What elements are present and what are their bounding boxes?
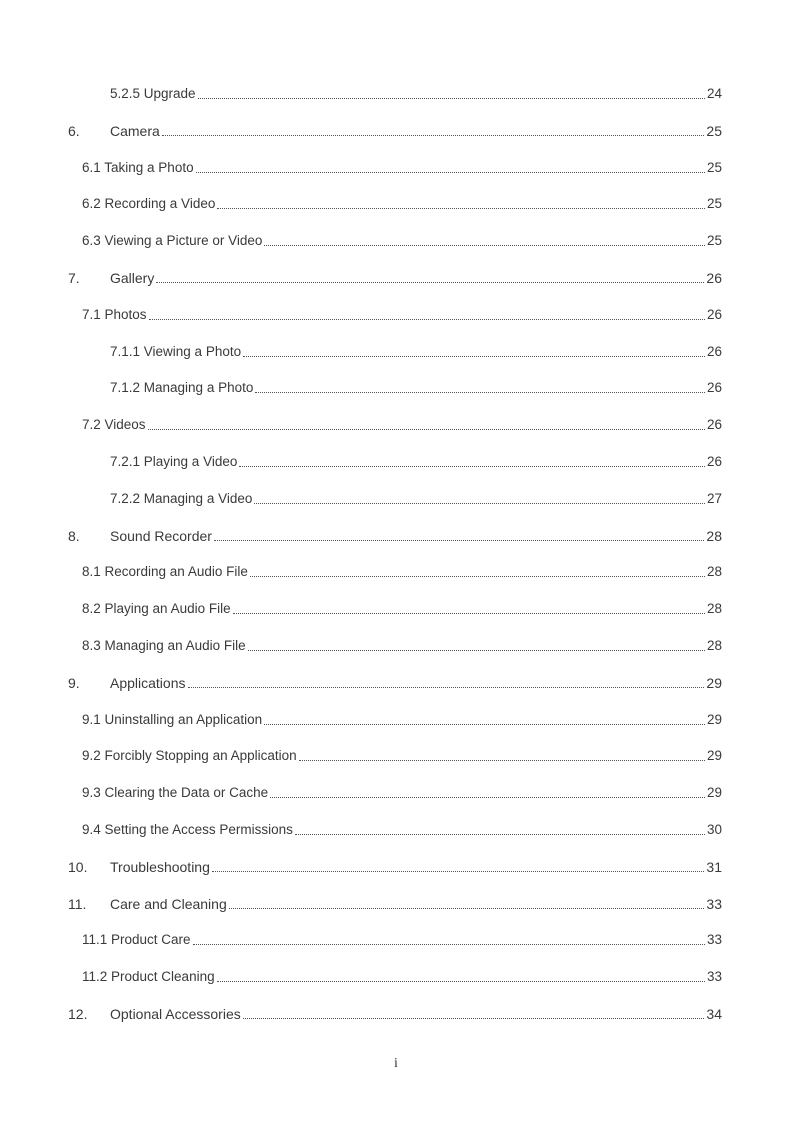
toc-entry-title: Optional Accessories: [110, 1006, 241, 1022]
toc-entry-page: 26: [706, 417, 722, 433]
toc-entry[interactable]: [82, 710, 722, 730]
toc-entry[interactable]: [68, 894, 722, 914]
toc-entry-title: 8.3 Managing an Audio File: [82, 638, 246, 653]
toc-entry-title: Applications: [110, 674, 186, 691]
dot-leader: [264, 723, 705, 725]
toc-entry-title: 8.1 Recording an Audio File: [82, 564, 248, 580]
toc-entry-title: Gallery: [110, 270, 155, 286]
toc-entry-page: 25: [706, 233, 722, 249]
toc-entry-title: 7.1.2 Managing a Photo: [110, 380, 254, 396]
toc-entry-page: 28: [706, 638, 722, 653]
dot-leader: [217, 207, 705, 209]
dot-leader: [198, 97, 705, 99]
dot-leader: [233, 612, 705, 614]
toc-entry-page: 29: [706, 674, 722, 691]
toc-entry-title: 8.2 Playing an Audio File: [82, 601, 231, 617]
toc-entry-title: 6.1 Taking a Photo: [82, 159, 194, 175]
toc-entry-page: 26: [706, 343, 722, 359]
toc-entry-page: 25: [706, 159, 722, 175]
toc-entry-page: 33: [706, 895, 722, 912]
toc-entry-title: 6.2 Recording a Video: [82, 196, 216, 212]
toc-entry[interactable]: [82, 599, 722, 619]
toc-entry-title: Sound Recorder: [110, 527, 212, 544]
toc-entry-page: 30: [706, 822, 722, 837]
toc-entry-title: 7.1 Photos: [82, 306, 147, 322]
dot-leader: [162, 134, 705, 136]
toc-entry-page: 26: [706, 380, 722, 396]
dot-leader: [255, 391, 705, 393]
dot-leader: [229, 907, 705, 909]
toc-entry-title: Camera: [110, 122, 160, 139]
toc-entry[interactable]: [110, 342, 722, 362]
toc-entry-page: 28: [706, 601, 722, 617]
toc-entry[interactable]: [82, 305, 722, 325]
toc-entry-page: 28: [706, 564, 722, 580]
toc-entry-number: 6.: [68, 122, 80, 139]
toc-entry[interactable]: [68, 673, 722, 693]
toc-entry[interactable]: [68, 526, 722, 546]
toc-entry-title: 5.2.5 Upgrade: [110, 86, 196, 101]
toc-entry-number: 9.: [68, 674, 80, 691]
toc-entry-page: 34: [706, 1006, 722, 1022]
page-number: i: [394, 1056, 398, 1071]
toc-entry[interactable]: [110, 84, 722, 104]
dot-leader: [250, 575, 705, 577]
toc-entry-page: 29: [706, 711, 722, 727]
toc-entry-title: 6.3 Viewing a Picture or Video: [82, 233, 263, 249]
toc-entry[interactable]: [82, 636, 722, 656]
toc-entry-title: 9.4 Setting the Access Permissions: [82, 822, 293, 837]
toc-entry-title: 9.1 Uninstalling an Application: [82, 711, 263, 727]
toc-entry[interactable]: [82, 231, 722, 251]
toc-entry-title: 7.2 Videos: [82, 417, 146, 433]
dot-leader: [217, 980, 705, 982]
toc-entry-title: 9.2 Forcibly Stopping an Application: [82, 748, 297, 764]
toc-entry-page: 25: [706, 122, 722, 139]
toc-entry[interactable]: [110, 378, 722, 398]
dot-leader: [148, 428, 705, 430]
toc-entry-page: 33: [706, 932, 722, 948]
dot-leader: [254, 502, 705, 504]
toc-entry[interactable]: [82, 930, 722, 950]
toc-entry[interactable]: [110, 452, 722, 472]
dot-leader: [193, 943, 705, 945]
toc-entry[interactable]: [82, 746, 722, 766]
toc-entry-title: 7.2.2 Managing a Video: [110, 490, 253, 506]
dot-leader: [214, 539, 704, 541]
toc-entry-page: 29: [706, 748, 722, 764]
dot-leader: [243, 1017, 705, 1019]
toc-entry-page: 28: [706, 527, 722, 544]
toc-entry[interactable]: [82, 415, 722, 435]
toc-entry-number: 8.: [68, 527, 80, 544]
toc-entry[interactable]: [68, 857, 722, 877]
toc-entry-page: 25: [706, 196, 722, 212]
toc-entry-page: 27: [706, 490, 722, 506]
dot-leader: [243, 355, 705, 357]
toc-entry[interactable]: [110, 489, 722, 509]
toc-entry-title: 7.2.1 Playing a Video: [110, 454, 238, 469]
toc-entry[interactable]: [82, 158, 722, 178]
toc-entry[interactable]: [82, 562, 722, 582]
dot-leader: [149, 318, 705, 320]
toc-entry[interactable]: [82, 194, 722, 214]
dot-leader: [156, 281, 704, 283]
toc-entry-page: 24: [706, 86, 722, 101]
toc-entry[interactable]: [82, 820, 722, 840]
toc-entry-number: 11.: [68, 895, 87, 912]
toc-entry-page: 26: [706, 454, 722, 469]
toc-entry-page: 26: [706, 270, 722, 286]
toc-entry[interactable]: [68, 268, 722, 288]
toc-entry-number: 10.: [68, 858, 88, 875]
dot-leader: [299, 759, 705, 761]
toc-entry[interactable]: [82, 783, 722, 803]
toc-entry-number: 12.: [68, 1006, 88, 1022]
toc-entry-title: Care and Cleaning: [110, 895, 227, 912]
toc-entry-title: Troubleshooting: [110, 858, 210, 875]
dot-leader: [188, 686, 705, 688]
toc-entry-title: 11.1 Product Care: [82, 932, 191, 948]
toc-entry[interactable]: [68, 1004, 722, 1024]
dot-leader: [212, 870, 705, 872]
toc-entry-page: 26: [706, 306, 722, 322]
dot-leader: [239, 465, 705, 467]
toc-entry-page: 31: [706, 858, 722, 875]
dot-leader: [264, 244, 705, 246]
toc-entry[interactable]: [68, 121, 722, 141]
dot-leader: [295, 833, 705, 835]
toc-entry-page: 29: [706, 785, 722, 801]
toc-entry[interactable]: [82, 967, 722, 987]
toc-entry-number: 7.: [68, 270, 80, 286]
toc-entry-title: 11.2 Product Cleaning: [82, 969, 215, 985]
dot-leader: [270, 796, 705, 798]
toc-entry-page: 33: [706, 969, 722, 985]
toc-entry-title: 9.3 Clearing the Data or Cache: [82, 785, 269, 801]
toc-entry-title: 7.1.1 Viewing a Photo: [110, 343, 242, 359]
dot-leader: [196, 171, 705, 173]
dot-leader: [248, 649, 705, 651]
